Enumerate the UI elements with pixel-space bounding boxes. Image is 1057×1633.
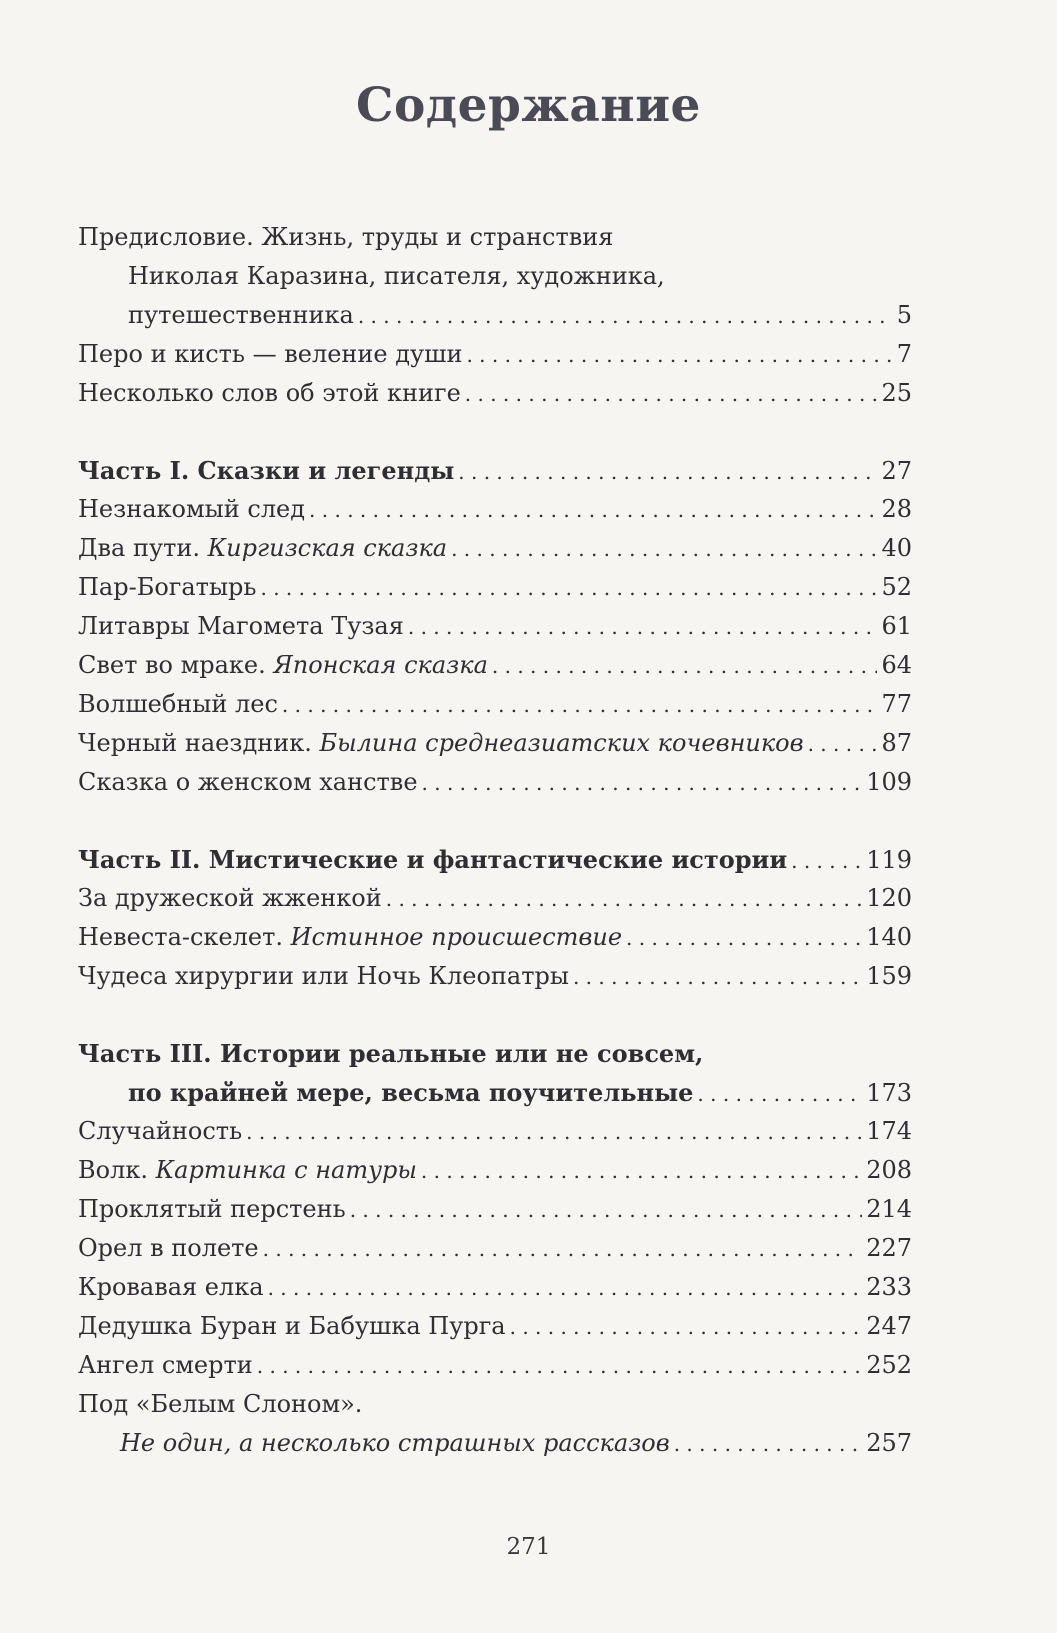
dot-leader bbox=[350, 1191, 863, 1230]
toc-page-number: 120 bbox=[866, 884, 912, 912]
toc-entry bbox=[78, 1190, 912, 1229]
toc-entry-main-title: Литавры Магомета Тузая bbox=[78, 612, 404, 640]
toc-page-number: 174 bbox=[866, 1117, 912, 1145]
toc-entry-title bbox=[78, 568, 257, 607]
dot-leader bbox=[261, 569, 878, 608]
toc-entry-main-title: За дружеской жженкой bbox=[78, 884, 382, 912]
toc-page-number: 257 bbox=[866, 1429, 912, 1457]
toc-page-number: 25 bbox=[881, 379, 912, 407]
toc-page-number: 61 bbox=[881, 612, 912, 640]
toc-page-number: 77 bbox=[881, 690, 912, 718]
toc-entry-title bbox=[78, 529, 447, 568]
toc-entry-title bbox=[78, 1151, 417, 1190]
toc-entry bbox=[78, 1229, 912, 1268]
dot-leader bbox=[465, 375, 878, 414]
toc-entry bbox=[78, 1346, 912, 1385]
toc-entry bbox=[78, 724, 912, 763]
toc-entry-title: путешественника bbox=[128, 301, 354, 329]
toc-entry-title: Под «Белым Слоном». bbox=[78, 1390, 363, 1418]
toc-part-title: по крайней мере, весьма поучительные bbox=[128, 1078, 694, 1107]
toc-part-3 bbox=[78, 1034, 912, 1073]
toc-entry-title bbox=[78, 1307, 506, 1346]
toc-entry bbox=[78, 1268, 912, 1307]
toc-entry-subtitle: Не один, а несколько страшных рассказов bbox=[120, 1429, 670, 1457]
toc-entry bbox=[78, 568, 912, 607]
toc-entry-main-title: Дедушка Буран и Бабушка Пурга bbox=[78, 1312, 506, 1340]
toc-entry-subtitle: Картинка с натуры bbox=[155, 1156, 417, 1184]
toc-page-number: 214 bbox=[866, 1195, 912, 1223]
toc-page-number: 87 bbox=[881, 729, 912, 757]
toc-page-number: 208 bbox=[866, 1156, 912, 1184]
toc-entry-subtitle: Былина среднеазиатских кочевников bbox=[319, 729, 804, 757]
toc-page-number: 173 bbox=[866, 1079, 912, 1107]
dot-leader bbox=[458, 453, 877, 492]
toc-entry-title bbox=[78, 1112, 242, 1151]
toc-entry-title: Несколько слов об этой книге bbox=[78, 379, 461, 407]
dot-leader bbox=[257, 1347, 862, 1386]
toc-entry bbox=[78, 685, 912, 724]
dot-leader bbox=[282, 686, 878, 725]
dot-leader bbox=[510, 1308, 863, 1347]
toc-page-number: 252 bbox=[866, 1351, 912, 1379]
toc-entry bbox=[78, 1151, 912, 1190]
toc-entry-preface bbox=[78, 218, 912, 257]
page-title: Содержание bbox=[356, 78, 701, 133]
toc-entry-main-title: Волк. bbox=[78, 1156, 156, 1184]
toc-entry-title bbox=[78, 724, 804, 763]
toc-entry bbox=[78, 1112, 912, 1151]
toc-entry-white-elephant bbox=[78, 1385, 912, 1424]
toc-page-number: 159 bbox=[866, 962, 912, 990]
toc-entry-title bbox=[78, 1268, 264, 1307]
page-number: 271 bbox=[506, 1534, 551, 1560]
toc-entry-main-title: Проклятый перстень bbox=[78, 1195, 346, 1223]
toc-page-number: 40 bbox=[881, 534, 912, 562]
toc-part-1 bbox=[78, 451, 912, 490]
toc-entry-main-title: Пар-Богатырь bbox=[78, 573, 257, 601]
toc-entry-title bbox=[78, 1190, 346, 1229]
toc-entry-pen bbox=[78, 335, 912, 374]
toc-entry-main-title: Кровавая елка bbox=[78, 1273, 264, 1301]
table-of-contents bbox=[78, 218, 912, 1463]
toc-entry-words bbox=[78, 374, 912, 413]
toc-entry-preface-cont bbox=[78, 257, 912, 296]
toc-entry-main-title: Ангел смерти bbox=[78, 1351, 253, 1379]
toc-page-number: 109 bbox=[866, 768, 912, 796]
toc-page-number: 140 bbox=[866, 923, 912, 951]
toc-entry-main-title: Незнакомый след bbox=[78, 495, 306, 523]
toc-entry bbox=[78, 1307, 912, 1346]
dot-leader bbox=[466, 336, 892, 375]
toc-entry-main-title: Сказка о женском ханстве bbox=[78, 768, 418, 796]
toc-entry-title bbox=[78, 646, 488, 685]
part-2-entries bbox=[78, 879, 912, 996]
toc-part-2 bbox=[78, 840, 912, 879]
toc-entry-main-title: Орел в полете bbox=[78, 1234, 259, 1262]
toc-entry-main-title: Черный наездник. bbox=[78, 729, 320, 757]
toc-part-3-cont bbox=[78, 1073, 912, 1112]
dot-leader bbox=[573, 958, 862, 997]
dot-leader bbox=[358, 297, 893, 336]
toc-entry bbox=[78, 957, 912, 996]
toc-entry-title bbox=[78, 490, 305, 529]
dot-leader bbox=[791, 842, 862, 881]
toc-entry-subtitle: Японская сказка bbox=[273, 651, 488, 679]
toc-entry-preface-end bbox=[78, 296, 912, 335]
dot-leader bbox=[492, 647, 878, 686]
toc-page-number: 247 bbox=[866, 1312, 912, 1340]
toc-entry bbox=[78, 490, 912, 529]
toc-entry-title bbox=[78, 763, 418, 802]
toc-page-number: 227 bbox=[866, 1234, 912, 1262]
toc-entry-title bbox=[78, 879, 382, 918]
toc-page-number: 64 bbox=[881, 651, 912, 679]
dot-leader bbox=[451, 530, 877, 569]
toc-entry-main-title: Два пути. bbox=[78, 534, 208, 562]
dot-leader bbox=[697, 1075, 862, 1114]
dot-leader bbox=[268, 1269, 863, 1308]
toc-entry bbox=[78, 646, 912, 685]
toc-entry-title: Перо и кисть — веление души bbox=[78, 340, 463, 368]
dot-leader bbox=[309, 491, 877, 530]
toc-entry-subtitle: Киргизская сказка bbox=[207, 534, 448, 562]
toc-part-title: Часть II. Мистические и фантастические истории bbox=[78, 845, 788, 874]
toc-page-number: 52 bbox=[881, 573, 912, 601]
toc-entry-title bbox=[78, 607, 404, 646]
toc-entry-title: Предисловие. Жизнь, труды и странствия bbox=[78, 223, 614, 251]
toc-entry bbox=[78, 607, 912, 646]
dot-leader bbox=[808, 725, 878, 764]
toc-entry-title: Николая Каразина, писателя, художника, bbox=[128, 262, 665, 290]
toc-entry-title bbox=[78, 957, 569, 996]
part-3-entries bbox=[78, 1112, 912, 1385]
toc-entry-title bbox=[78, 918, 622, 957]
toc-entry bbox=[78, 918, 912, 957]
toc-entry-white-elephant-cont bbox=[78, 1424, 912, 1463]
dot-leader bbox=[422, 764, 863, 803]
dot-leader bbox=[263, 1230, 863, 1269]
toc-entry-main-title: Невеста-скелет. bbox=[78, 923, 291, 951]
dot-leader bbox=[408, 608, 878, 647]
toc-entry-title bbox=[78, 685, 278, 724]
dot-leader bbox=[246, 1113, 862, 1152]
toc-page-number: 28 bbox=[881, 495, 912, 523]
toc-entry-title bbox=[78, 1346, 253, 1385]
toc-entry-main-title: Волшебный лес bbox=[78, 690, 278, 718]
toc-entry-main-title: Свет во мраке. bbox=[78, 651, 274, 679]
dot-leader bbox=[626, 919, 862, 958]
part-1-entries bbox=[78, 490, 912, 802]
toc-entry-title bbox=[78, 1229, 259, 1268]
toc-entry bbox=[78, 529, 912, 568]
toc-page-number: 27 bbox=[881, 457, 912, 485]
toc-entry-main-title: Случайность bbox=[78, 1117, 243, 1145]
toc-page-number: 233 bbox=[866, 1273, 912, 1301]
toc-part-title: Часть I. Сказки и легенды bbox=[78, 456, 455, 485]
toc-entry-subtitle: Истинное происшествие bbox=[290, 923, 623, 951]
toc-page-number: 7 bbox=[896, 340, 912, 368]
toc-page-number: 119 bbox=[866, 846, 912, 874]
dot-leader bbox=[421, 1152, 862, 1191]
toc-entry-main-title: Чудеса хирургии или Ночь Клеопатры bbox=[78, 962, 569, 990]
toc-entry bbox=[78, 879, 912, 918]
dot-leader bbox=[386, 880, 862, 919]
toc-page-number: 5 bbox=[896, 301, 912, 329]
toc-entry bbox=[78, 763, 912, 802]
toc-part-title: Часть III. Истории реальные или не совсем, bbox=[78, 1039, 704, 1068]
dot-leader bbox=[674, 1425, 862, 1464]
